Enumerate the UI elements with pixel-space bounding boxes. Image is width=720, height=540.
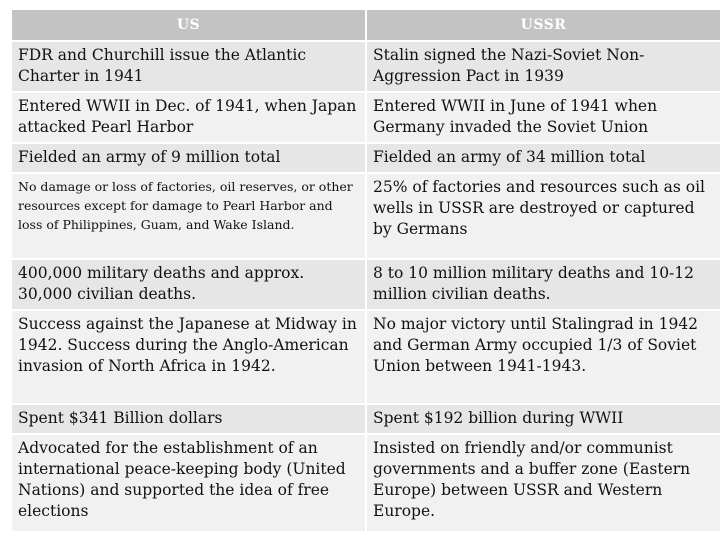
us-cell: FDR and Churchill issue the Atlantic Charter in 1941	[12, 42, 365, 91]
us-cell: Entered WWII in Dec. of 1941, when Japan attacked Pearl Harbor	[12, 93, 365, 142]
ussr-cell: No major victory until Stalingrad in 1942 and German Army occupied 1/3 of Soviet Union between 1941-1943.	[367, 311, 720, 403]
ussr-cell: Spent $192 billion during WWII	[367, 405, 720, 433]
table-row	[12, 311, 720, 403]
us-cell: Advocated for the establishment of an international peace-keeping body (United Nations) and supported the idea of free elections	[12, 435, 365, 531]
ussr-cell: Fielded an army of 34 million total	[367, 144, 720, 172]
table-row	[12, 144, 720, 172]
us-cell: Spent $341 Billion dollars	[12, 405, 365, 433]
ussr-cell: 25% of factories and resources such as oil wells in USSR are destroyed or captured by Germans	[367, 174, 720, 258]
table-row	[12, 93, 720, 142]
ussr-cell: 8 to 10 million military deaths and 10-12 million civilian deaths.	[367, 260, 720, 309]
table-row	[12, 435, 720, 531]
header-row	[12, 10, 720, 40]
ussr-cell: Stalin signed the Nazi-Soviet Non-Aggression Pact in 1939	[367, 42, 720, 91]
column-header-ussr: USSR	[367, 10, 720, 40]
ussr-cell: Entered WWII in June of 1941 when Germany invaded the Soviet Union	[367, 93, 720, 142]
table-row	[12, 42, 720, 91]
column-header-us: US	[12, 10, 365, 40]
comparison-table	[10, 8, 720, 533]
us-cell: Fielded an army of 9 million total	[12, 144, 365, 172]
table-row	[12, 260, 720, 309]
table-row	[12, 405, 720, 433]
us-cell: 400,000 military deaths and approx. 30,000 civilian deaths.	[12, 260, 365, 309]
us-cell: No damage or loss of factories, oil reserves, or other resources except for damage to Pearl Harbor and loss of Philippines, Guam, and Wake Island.	[12, 174, 365, 258]
us-cell: Success against the Japanese at Midway in 1942. Success during the Anglo-American invasion of North Africa in 1942.	[12, 311, 365, 403]
table-row	[12, 174, 720, 258]
ussr-cell: Insisted on friendly and/or communist governments and a buffer zone (Eastern Europe) between USSR and Western Europe.	[367, 435, 720, 531]
